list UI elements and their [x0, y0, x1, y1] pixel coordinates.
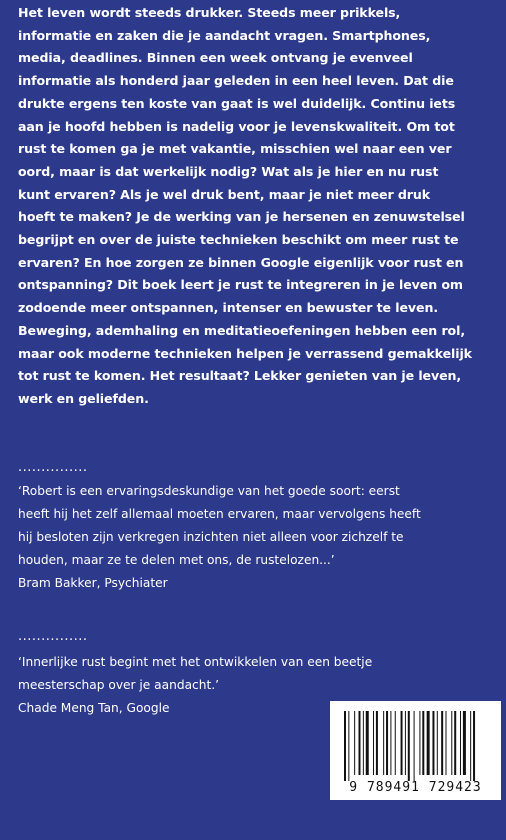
quote-author: Bram Bakker, Psychiater [18, 576, 168, 590]
blurb-line: informatie als honderd jaar geleden in een heel leven. Dat die [18, 73, 454, 89]
quote-line: hij besloten zijn verkregen inzichten niet alleen voor zichzelf te [18, 530, 404, 544]
blurb-line: ervaren? En hoe zorgen ze binnen Google eigenlijk voor rust en [18, 254, 464, 270]
blurb-line: hoeft te maken? Je de werking van je hersenen en zenuwstelsel [18, 209, 465, 225]
barcode-bar [460, 711, 461, 775]
isbn-barcode [330, 701, 501, 800]
blurb-line: ontspanning? Dit boek leert je rust te integreren in je leven om [18, 277, 463, 293]
barcode-bar [470, 711, 471, 781]
quote-line: heeft hij het zelf allemaal moeten ervaren, maar vervolgens heeft [18, 507, 421, 521]
barcode-bar [408, 711, 410, 781]
barcode-bar [373, 711, 374, 775]
quote-line: houden, maar ze te delen met ons, de rustelozen...’ [18, 553, 335, 567]
barcode-bar [366, 711, 369, 775]
barcode-bar [427, 711, 430, 775]
barcode-bar [344, 711, 346, 781]
blurb-line: begrijpt en over de juiste technieken beschikt om meer rust te [18, 232, 459, 248]
blurb-line: informatie en zaken die je aandacht vragen. Smartphones, [18, 27, 431, 43]
quote-line: meesterschap over je aandacht.’ [18, 678, 219, 692]
blurb-line: tot rust te komen. Het resultaat? Lekker genieten van je leven, [18, 368, 462, 384]
quote-line: ‘Innerlijke rust begint met het ontwikkelen van een beetje [18, 655, 373, 669]
barcode-bar [432, 711, 434, 775]
barcode-bar [359, 711, 361, 775]
barcode-bar [363, 711, 364, 775]
barcode-bar [473, 711, 475, 781]
barcode-bar [414, 711, 415, 781]
blurb-line: kunt ervaren? Als je wel druk bent, maar je niet meer druk [18, 186, 431, 202]
barcode-bar [386, 711, 388, 775]
quote-bram-bakker [18, 480, 494, 595]
separator-dots: ............... [18, 460, 88, 475]
barcode-bar [383, 711, 384, 775]
blurb-line: media, deadlines. Binnen een week ontvang je evenveel [18, 50, 413, 66]
barcode-bar [446, 711, 447, 775]
blurb-line: oord, maar is dat werkelijk nodig? Wat als je hier en nu rust [18, 163, 439, 179]
quote-author: Chade Meng Tan, Google [18, 701, 170, 715]
barcode-bar [405, 711, 406, 775]
barcode-bars [330, 701, 501, 781]
barcode-bar [451, 711, 452, 775]
quote-line: ‘Robert is een ervaringsdeskundige van het goede soort: eerst [18, 484, 400, 498]
blurb-line: rust te komen ga je met vakantie, misschien wel naar een ver [18, 141, 452, 157]
barcode-bar [463, 711, 466, 775]
barcode-bar [390, 711, 391, 775]
isbn-digits: 9 789491 729423 [349, 780, 482, 795]
blurb-line: Beweging, ademhaling en meditatieoefeningen hebben een rol, [18, 322, 466, 338]
blurb-text [18, 2, 494, 411]
blurb-line: zodoende meer ontspannen, intenser en bewuster te leven. [18, 300, 438, 316]
barcode-bar [354, 711, 355, 775]
barcode-bar [419, 711, 420, 775]
barcode-bar [454, 711, 456, 775]
barcode-bar [441, 711, 443, 775]
barcode-bar [395, 711, 396, 775]
barcode-bar [376, 711, 378, 775]
blurb-line: drukte ergens ten koste van gaat is wel duidelijk. Continu iets [18, 95, 456, 111]
separator-dots: ............... [18, 629, 88, 644]
barcode-bar [348, 711, 349, 781]
blurb-line: Het leven wordt steeds drukker. Steeds meer prikkels, [18, 5, 401, 20]
blurb-line: maar ook moderne technieken helpen je verrassend gemakkelijk [18, 345, 472, 361]
barcode-bar [437, 711, 438, 775]
barcode-bar [401, 711, 403, 775]
blurb-line: aan je hoofd hebben is nadelig voor je levenskwaliteit. Om tot [18, 118, 455, 134]
blurb-line: werk en geliefden. [18, 390, 149, 406]
barcode-bar [422, 711, 424, 775]
